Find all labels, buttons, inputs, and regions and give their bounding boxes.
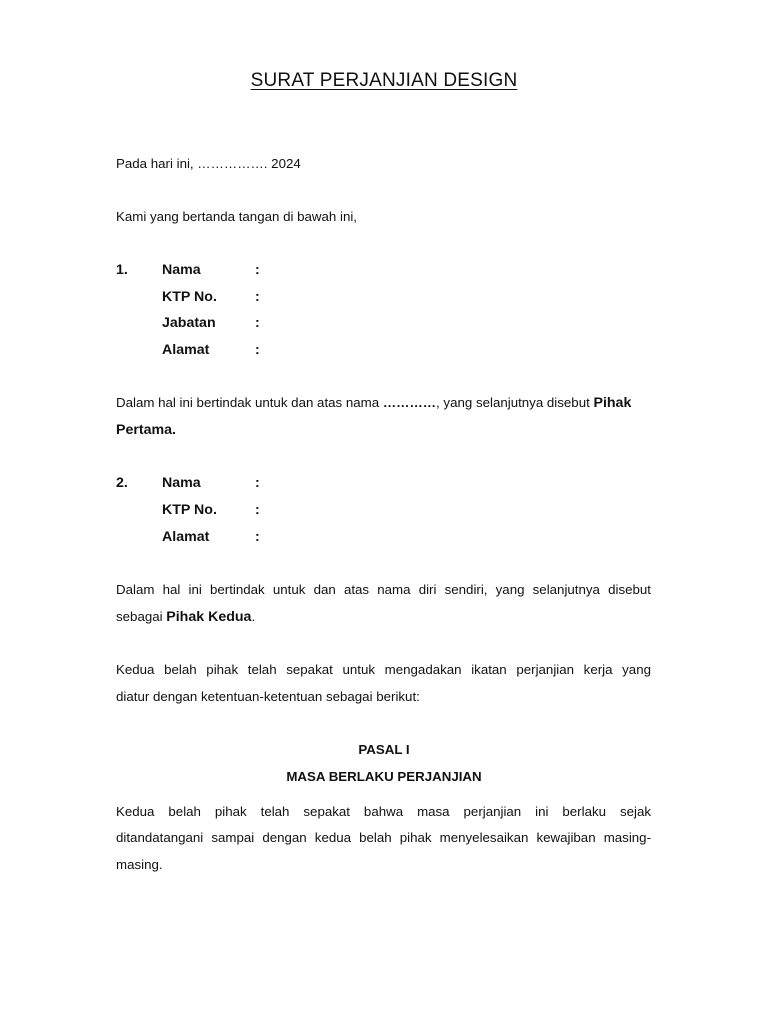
- party1-field-label: Alamat: [162, 342, 210, 358]
- party2-role: Pihak Kedua: [166, 609, 252, 625]
- party1-field-label: Nama: [162, 262, 201, 278]
- date-line: Pada hari ini, ……………. 2024: [116, 156, 301, 171]
- pasal-heading: PASAL I: [358, 742, 410, 757]
- party2-field-label: Alamat: [162, 529, 210, 545]
- agreement-line1: Kedua belah pihak telah sepakat untuk mengadakan ikatan perjanjian kerja yang: [116, 662, 651, 677]
- party1-statement: [116, 393, 631, 413]
- party1-field-colon: :: [255, 262, 260, 278]
- party2-statement-b: .: [251, 609, 256, 624]
- agreement-line2: diatur dengan ketentuan-ketentuan sebagai berikut:: [116, 689, 420, 704]
- party2-field-colon: :: [255, 529, 260, 545]
- party2-statement-line2: [116, 607, 255, 627]
- party1-statement-a: Dalam hal ini bertindak untuk dan atas nama: [116, 395, 383, 410]
- pasal-subheading: MASA BERLAKU PERJANJIAN: [286, 769, 482, 784]
- party1-field-label: KTP No.: [162, 289, 217, 305]
- party2-field-label: KTP No.: [162, 502, 217, 518]
- party2-field-label: Nama: [162, 475, 201, 491]
- pasal-text-line3: masing.: [116, 857, 163, 872]
- document-title: SURAT PERJANJIAN DESIGN: [250, 70, 518, 91]
- party1-role-b: Pertama.: [116, 422, 176, 438]
- party2-number: 2.: [116, 475, 128, 491]
- party2-field-colon: :: [255, 475, 260, 491]
- party2-field-colon: :: [255, 502, 260, 518]
- party1-statement-b: , yang selanjutnya disebut: [436, 395, 594, 410]
- party2-statement-a: sebagai: [116, 609, 167, 624]
- intro-text: Kami yang bertanda tangan di bawah ini,: [116, 209, 357, 224]
- party1-field-colon: :: [255, 289, 260, 305]
- pasal-text-line1: Kedua belah pihak telah sepakat bahwa masa perjanjian ini berlaku sejak: [116, 804, 651, 819]
- party1-statement-dots: …………: [382, 395, 437, 410]
- party1-field-label: Jabatan: [162, 315, 216, 331]
- pasal-text-line2: ditandatangani sampai dengan kedua belah pihak menyelesaikan kewajiban masing-: [116, 830, 651, 845]
- party1-field-colon: :: [255, 342, 260, 358]
- party2-statement-line1: Dalam hal ini bertindak untuk dan atas nama diri sendiri, yang selanjutnya disebut: [116, 582, 651, 597]
- party1-field-colon: :: [255, 315, 260, 331]
- party1-role-a: Pihak: [593, 395, 632, 411]
- party1-number: 1.: [116, 262, 128, 278]
